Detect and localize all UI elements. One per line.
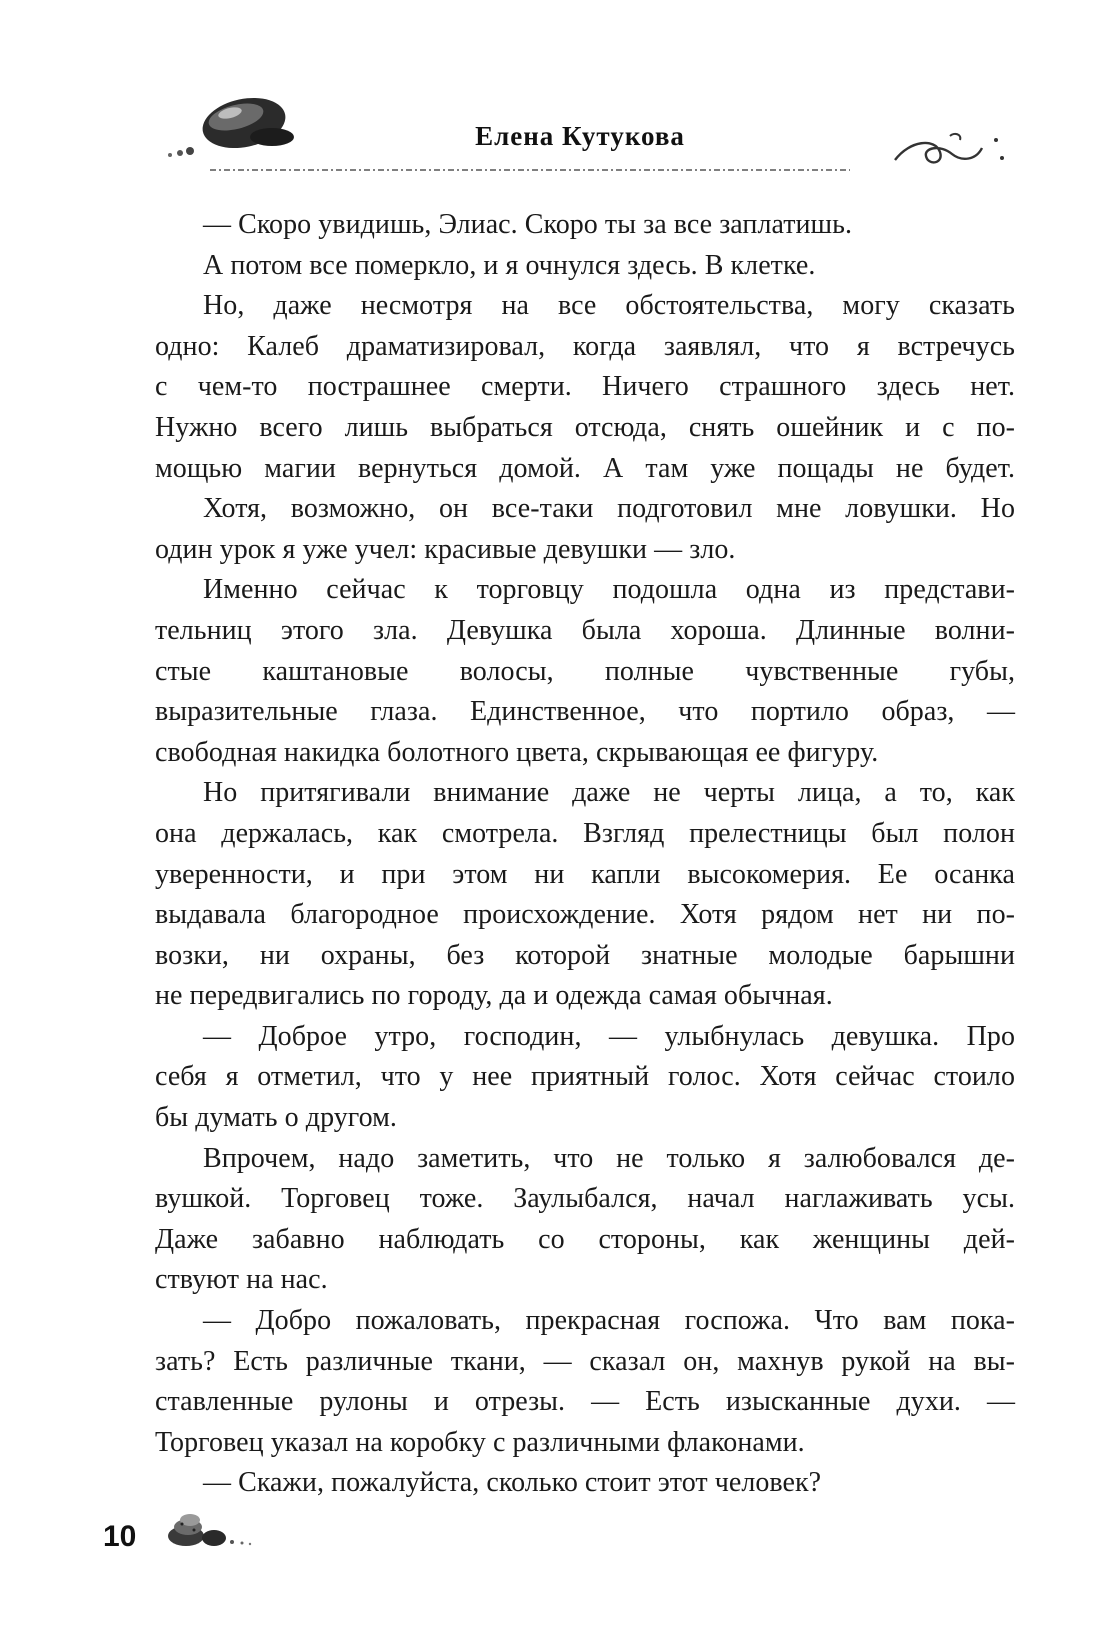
text-line: вушкой. Торговец тоже. Заулыбался, начал наглаживать усы. [155,1183,1015,1215]
text-line: — Добро пожаловать, прекрасная госпожа. Что вам пока- [203,1305,1015,1337]
text-line: Даже забавно наблюдать со стороны, как женщины дей- [155,1223,1015,1255]
text-line: уверенности, и при этом ни капли высокомерия. Ее осанка [155,858,1015,890]
swirl-ornament-icon [890,130,1010,170]
text-line: — Скоро увидишь, Элиас. Скоро ты за все заплатишь. [203,209,853,240]
text-line: бы думать о другом. [155,1102,397,1134]
text-line: с чем-то пострашнее смерти. Ничего страшного здесь нет. [155,371,1015,403]
text-line: один урок я уже учел: красивые девушки — зло. [155,533,736,565]
running-header [150,95,1010,185]
text-line: тельниц этого зла. Девушка была хороша. Длинные волни- [155,614,1015,646]
text-line: не передвигались по городу, да и одежда самая обычная. [155,980,833,1012]
text-line: выразительные глаза. Единственное, что портило образ, — [155,696,1015,728]
text-line: — Скажи, пожалуйста, сколько стоит этот человек? [203,1467,822,1499]
text-line: зать? Есть различные ткани, — сказал он, махнув рукой на вы- [155,1345,1015,1377]
text-line: — Доброе утро, господин, — улыбнулась девушка. Про [203,1020,1015,1052]
text-line: Нужно всего лишь выбраться отсюда, снять ошейник и с по- [155,411,1015,443]
text-line: А потом все померкло, и я очнулся здесь. В клетке. [203,249,816,281]
text-line: свободная накидка болотного цвета, скрывающая ее фигуру. [155,736,879,768]
text-line: возки, ни охраны, без которой знатные молодые барышни [155,939,1015,971]
text-line: себя я отметил, что у нее приятный голос. Хотя сейчас стоило [155,1061,1015,1093]
text-line: Но притягивали внимание даже не черты лица, а то, как [203,777,1015,809]
text-line: мощью магии вернуться домой. А там уже пощады не будет. [155,452,1015,484]
text-line: она держалась, как смотрела. Взгляд прелестницы был полон [155,817,1015,849]
stones-ornament-icon [160,1510,260,1550]
text-line: стые каштановые волосы, полные чувственные губы, [155,655,1015,687]
text-line: одно: Калеб драматизировал, когда заявлял, что я встречусь [155,330,1015,362]
text-line: выдавала благородное происхождение. Хотя рядом нет ни по- [155,899,1015,931]
text-line: Именно сейчас к торговцу подошла одна из представи- [203,574,1015,606]
text-line: Впрочем, надо заметить, что не только я залюбовался де- [203,1142,1015,1174]
dotted-rule [210,167,850,173]
text-line: ствуют на нас. [155,1264,328,1296]
page-number: 10 [103,1520,137,1553]
author-name: Елена Кутукова [475,121,685,151]
text-line: Хотя, возможно, он все-таки подготовил мне ловушки. Но [203,493,1015,525]
text-line: Торговец указал на коробку с различными флаконами. [155,1426,805,1458]
body-text [155,205,1015,1504]
text-line: ставленные рулоны и отрезы. — Есть изысканные духи. — [155,1386,1015,1418]
text-line: Но, даже несмотря на все обстоятельства, могу сказать [203,290,1015,322]
